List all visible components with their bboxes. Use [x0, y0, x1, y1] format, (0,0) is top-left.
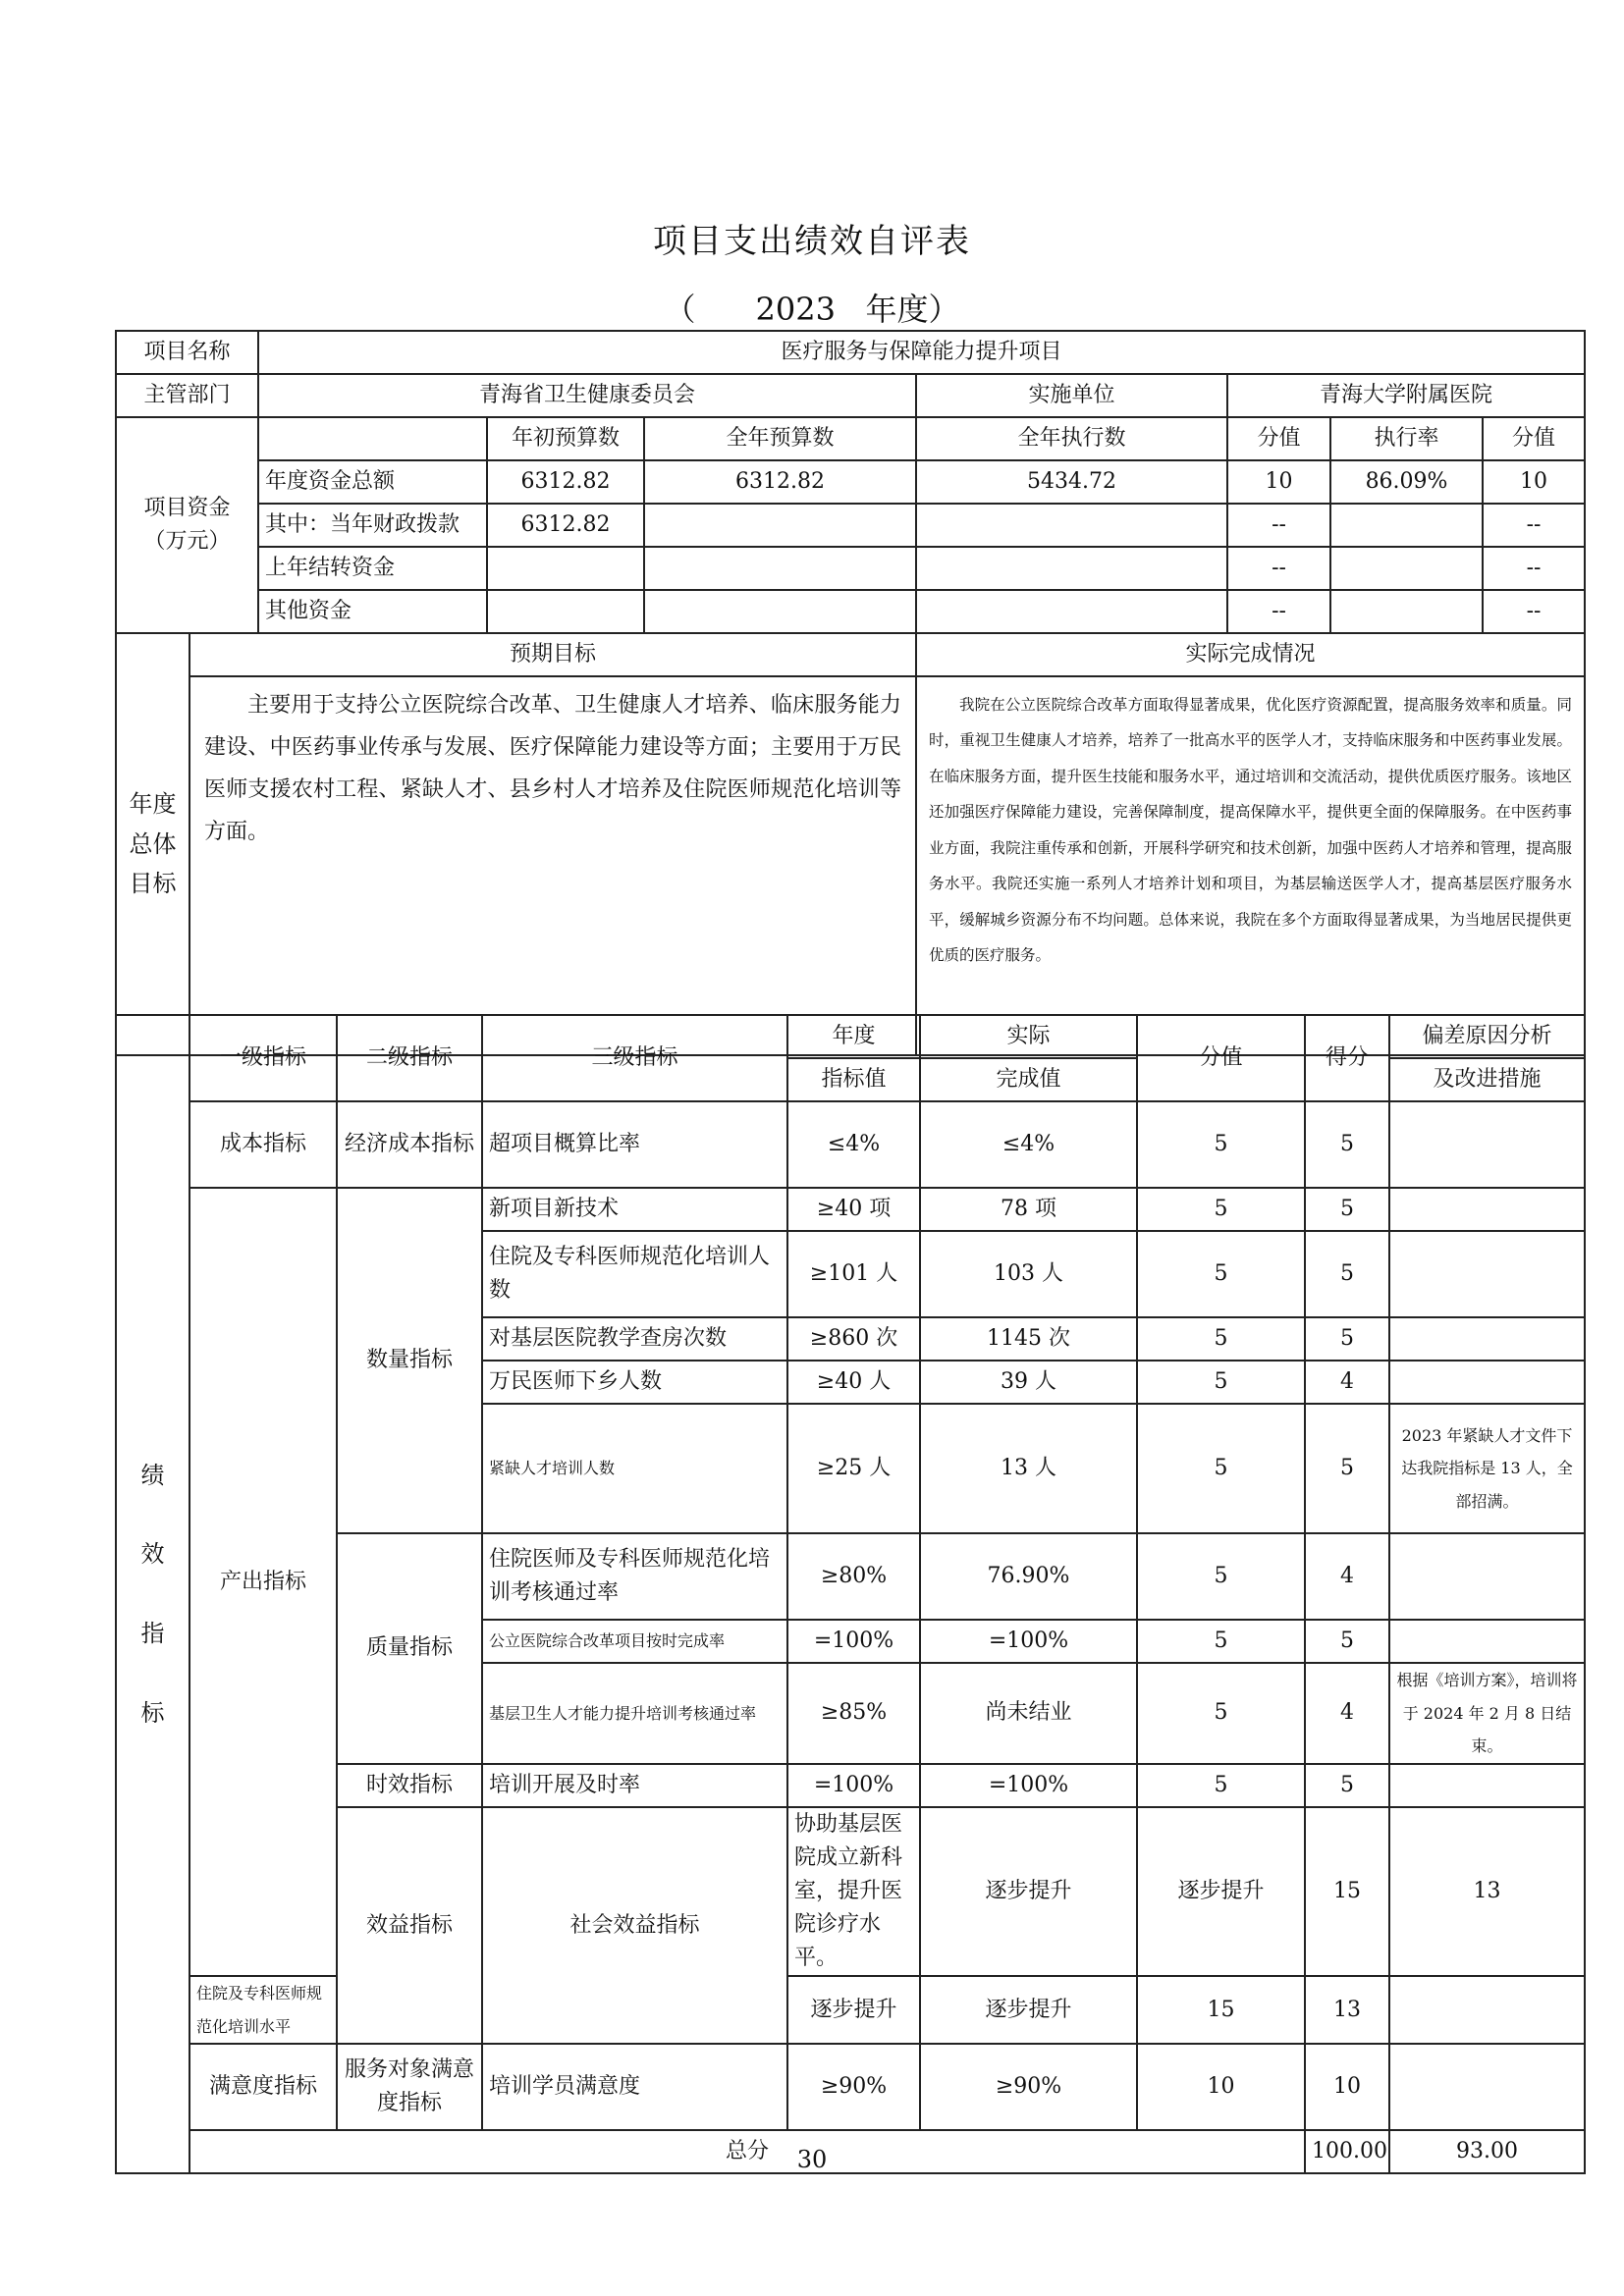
indicator-actual: 13 人: [920, 1404, 1137, 1533]
indicator-score: 5: [1137, 1231, 1305, 1317]
total-label: 总分: [189, 2130, 1305, 2173]
indicator-got: 4: [1305, 1533, 1389, 1620]
indicator-target: ≥85%: [787, 1663, 920, 1764]
level2-header: 二级指标: [337, 1015, 482, 1101]
funds-score2: --: [1483, 547, 1585, 590]
indicator-name: 培训开展及时率: [482, 1764, 787, 1807]
year-line: （ 2023 年度）: [664, 291, 960, 328]
indicator-actual: ≥90%: [920, 2044, 1137, 2130]
indicator-name: 基层卫生人才能力提升培训考核通过率: [482, 1663, 787, 1764]
funds-executed: [916, 590, 1227, 633]
funds-annual: 6312.82: [644, 460, 916, 504]
indicator-actual: 逐步提升: [1137, 1807, 1305, 1976]
actual-header-top: 实际: [920, 1015, 1137, 1058]
goals-label: 年度 总体 目标: [116, 633, 189, 1055]
indicator-target: 逐步提升: [787, 1976, 920, 2044]
target-header-bottom: 指标值: [787, 1058, 920, 1101]
indicator-got: 13: [1305, 1976, 1389, 2044]
indicator-name: 培训学员满意度: [482, 2044, 787, 2130]
funds-rate: [1330, 504, 1483, 547]
indicator-name: 紧缺人才培训人数: [482, 1404, 787, 1533]
level2-satisfaction: 服务对象满意度指标: [337, 2044, 482, 2130]
project-name: 医疗服务与保障能力提升项目: [258, 331, 1585, 374]
funds-score1: 10: [1227, 460, 1330, 504]
dept-label: 主管部门: [116, 374, 258, 417]
funds-score2: --: [1483, 504, 1585, 547]
indicator-got: 4: [1305, 1663, 1389, 1764]
indicator-note: [1389, 1533, 1585, 1620]
funds-executed: 5434.72: [916, 460, 1227, 504]
total-score: 100.00: [1305, 2130, 1389, 2173]
level1-output: 产出指标: [189, 1188, 337, 1976]
funds-score2: 10: [1483, 460, 1585, 504]
total-got: 93.00: [1389, 2130, 1585, 2173]
table-row: [116, 2044, 1585, 2130]
indicator-score: 15: [1305, 1807, 1389, 1976]
indicator-got: 5: [1305, 1620, 1389, 1663]
level1-cost: 成本指标: [189, 1101, 337, 1188]
indicator-actual: 1145 次: [920, 1317, 1137, 1361]
indicator-score: 5: [1137, 1533, 1305, 1620]
page-number: 30: [796, 2146, 828, 2173]
indicator-note: [1389, 1101, 1585, 1188]
funds-rate: [1330, 547, 1483, 590]
actual-result-header: 实际完成情况: [916, 633, 1585, 676]
funds-initial: [487, 547, 644, 590]
indicator-got: 5: [1305, 1317, 1389, 1361]
indicator-name: 协助基层医院成立新科室，提升医院诊疗水平。: [787, 1807, 920, 1976]
indicator-score: 5: [1137, 1663, 1305, 1764]
funds-row: [116, 460, 1585, 504]
table-row: [116, 1101, 1585, 1188]
level2-quantity: 数量指标: [337, 1188, 482, 1533]
funds-header: 年初预算数: [487, 417, 644, 460]
funds-rate: [1330, 590, 1483, 633]
funds-executed: [916, 547, 1227, 590]
funds-label: 项目资金 （万元）: [116, 417, 258, 633]
indicator-actual: ≤4%: [920, 1101, 1137, 1188]
indicator-score: 10: [1137, 2044, 1305, 2130]
funds-header: 全年预算数: [644, 417, 916, 460]
indicator-target: ≥40 项: [787, 1188, 920, 1231]
funds-score1: --: [1227, 504, 1330, 547]
funds-row-name: 其中：当年财政拨款: [258, 504, 487, 547]
indicator-target: =100%: [787, 1764, 920, 1807]
indicator-note: [1389, 2044, 1585, 2130]
deviation-header-top: 偏差原因分析: [1389, 1015, 1585, 1058]
table-row: [116, 1764, 1585, 1807]
indicator-name: 住院及专科医师规范化培训水平: [189, 1976, 337, 2044]
funds-annual: [644, 547, 916, 590]
level1-benefit: 效益指标: [337, 1807, 482, 2045]
actual-header-bottom: 完成值: [920, 1058, 1137, 1101]
indicator-target: ≥40 人: [787, 1361, 920, 1404]
indicator-note: [1389, 1976, 1585, 2044]
indicator-got: 5: [1305, 1101, 1389, 1188]
score-header: 分值: [1137, 1015, 1305, 1101]
funds-header-blank: [258, 417, 487, 460]
indicator-target: =100%: [787, 1620, 920, 1663]
indicator-got: 5: [1305, 1188, 1389, 1231]
funds-rate: 86.09%: [1330, 460, 1483, 504]
indicator-actual: 39 人: [920, 1361, 1137, 1404]
indicator-score: 5: [1137, 1620, 1305, 1663]
indicator-got: 5: [1305, 1231, 1389, 1317]
impl-value: 青海大学附属医院: [1227, 374, 1585, 417]
table-row: [116, 1533, 1585, 1620]
indicator-got: 5: [1305, 1764, 1389, 1807]
indicator-name: 万民医师下乡人数: [482, 1361, 787, 1404]
indicator-actual: 78 项: [920, 1188, 1137, 1231]
indicator-note: 根据《培训方案》，培训将于 2024 年 2 月 8 日结束。: [1389, 1663, 1585, 1764]
indicator-score: 5: [1137, 1764, 1305, 1807]
indicator-got: 10: [1305, 2044, 1389, 2130]
indicator-got: 4: [1305, 1361, 1389, 1404]
indicator-name: 对基层医院教学查房次数: [482, 1317, 787, 1361]
level2-quality: 质量指标: [337, 1533, 482, 1764]
funds-header: 全年执行数: [916, 417, 1227, 460]
level2-cost: 经济成本指标: [337, 1101, 482, 1188]
level2-benefit: 社会效益指标: [482, 1807, 787, 2045]
indicator-name: 住院及专科医师规范化培训人数: [482, 1231, 787, 1317]
level1-satisfaction: 满意度指标: [189, 2044, 337, 2130]
indicator-note: [1389, 1317, 1585, 1361]
funds-score1: --: [1227, 547, 1330, 590]
funds-score2: --: [1483, 590, 1585, 633]
indicator-note: [1389, 1188, 1585, 1231]
project-name-label: 项目名称: [116, 331, 258, 374]
indicator-name: 住院医师及专科医师规范化培训考核通过率: [482, 1533, 787, 1620]
funds-row: [116, 504, 1585, 547]
deviation-header-bottom: 及改进措施: [1389, 1058, 1585, 1101]
level3-header: 三级指标: [482, 1015, 787, 1101]
page-title: 项目支出绩效自评表: [653, 222, 971, 261]
indicator-actual: 103 人: [920, 1231, 1137, 1317]
indicator-target: ≥101 人: [787, 1231, 920, 1317]
funds-row-name: 上年结转资金: [258, 547, 487, 590]
indicator-got: 13: [1389, 1807, 1585, 1976]
indicator-got: 5: [1305, 1404, 1389, 1533]
funds-initial: [487, 590, 644, 633]
indicator-name: 公立医院综合改革项目按时完成率: [482, 1620, 787, 1663]
table-row: [116, 1976, 1585, 2044]
funds-row-name: 年度资金总额: [258, 460, 487, 504]
got-header: 得分: [1305, 1015, 1389, 1101]
level1-header: 一级指标: [189, 1015, 337, 1101]
indicator-score: 5: [1137, 1404, 1305, 1533]
table-row: [116, 1188, 1585, 1231]
indicator-note: [1389, 1361, 1585, 1404]
funds-annual: [644, 590, 916, 633]
indicator-note: [1389, 1620, 1585, 1663]
indicator-target: ≤4%: [787, 1101, 920, 1188]
indicator-actual: =100%: [920, 1620, 1137, 1663]
expected-goal-text: 主要用于支持公立医院综合改革、卫生健康人才培养、临床服务能力建设、中医药事业传承与发展、医疗保障能力建设等方面；主要用于万民医师支援农村工程、紧缺人才、县乡村人才培养及住院医师规范化培训等方面。: [189, 676, 916, 1055]
funds-row: [116, 547, 1585, 590]
funds-row: [116, 590, 1585, 633]
impl-label: 实施单位: [916, 374, 1227, 417]
funds-initial: 6312.82: [487, 504, 644, 547]
funds-executed: [916, 504, 1227, 547]
funds-score1: --: [1227, 590, 1330, 633]
dept-value: 青海省卫生健康委员会: [258, 374, 916, 417]
indicator-target: ≥90%: [787, 2044, 920, 2130]
indicator-target: ≥860 次: [787, 1317, 920, 1361]
indicator-score: 5: [1137, 1361, 1305, 1404]
funds-annual: [644, 504, 916, 547]
performance-table: [115, 1014, 1586, 2174]
expected-goal-header: 预期目标: [189, 633, 916, 676]
indicator-name: 超项目概算比率: [482, 1101, 787, 1188]
indicator-note: 2023 年紧缺人才文件下达我院指标是 13 人，全部招满。: [1389, 1404, 1585, 1533]
indicator-note: [1389, 1231, 1585, 1317]
indicator-actual: 76.90%: [920, 1533, 1137, 1620]
funds-header: 执行率: [1330, 417, 1483, 460]
actual-result-text: 我院在公立医院综合改革方面取得显著成果，优化医疗资源配置，提高服务效率和质量。同时，重视卫生健康人才培养，培养了一批高水平的医学人才，支持临床服务和中医药事业发展。在临床服务方面，提升医生技能和服务水平，通过培训和交流活动，提供优质医疗服务。该地区还加强医疗保障能力建设，完善保障制度，提高保障水平，提供更全面的保障服务。在中医药事业方面，我院注重传承和创新，开展科学研究和技术创新，加强中医药人才培养和管理，提高服务水平。我院还实施一系列人才培养计划和项目，为基层输送医学人才，提高基层医疗服务水平，缓解城乡资源分布不均问题。总体来说，我院在多个方面取得显著成果，为当地居民提供更优质的医疗服务。: [916, 676, 1585, 1055]
indicator-name: 新项目新技术: [482, 1188, 787, 1231]
funds-row-name: 其他资金: [258, 590, 487, 633]
funds-header: 分值: [1483, 417, 1585, 460]
indicator-actual: =100%: [920, 1764, 1137, 1807]
indicator-score: 5: [1137, 1188, 1305, 1231]
funds-header: 分值: [1227, 417, 1330, 460]
indicator-score: 5: [1137, 1101, 1305, 1188]
indicator-target: ≥25 人: [787, 1404, 920, 1533]
indicator-actual: 尚未结业: [920, 1663, 1137, 1764]
indicator-actual: 逐步提升: [920, 1976, 1137, 2044]
performance-label: 绩 效 指 标: [116, 1015, 189, 2173]
funds-initial: 6312.82: [487, 460, 644, 504]
indicator-target: 逐步提升: [920, 1807, 1137, 1976]
target-header-top: 年度: [787, 1015, 920, 1058]
indicator-target: ≥80%: [787, 1533, 920, 1620]
table-row: [116, 1807, 1585, 1976]
info-table: [115, 330, 1586, 1056]
level2-time: 时效指标: [337, 1764, 482, 1807]
indicator-score: 5: [1137, 1317, 1305, 1361]
indicator-note: [1389, 1764, 1585, 1807]
indicator-score: 15: [1137, 1976, 1305, 2044]
